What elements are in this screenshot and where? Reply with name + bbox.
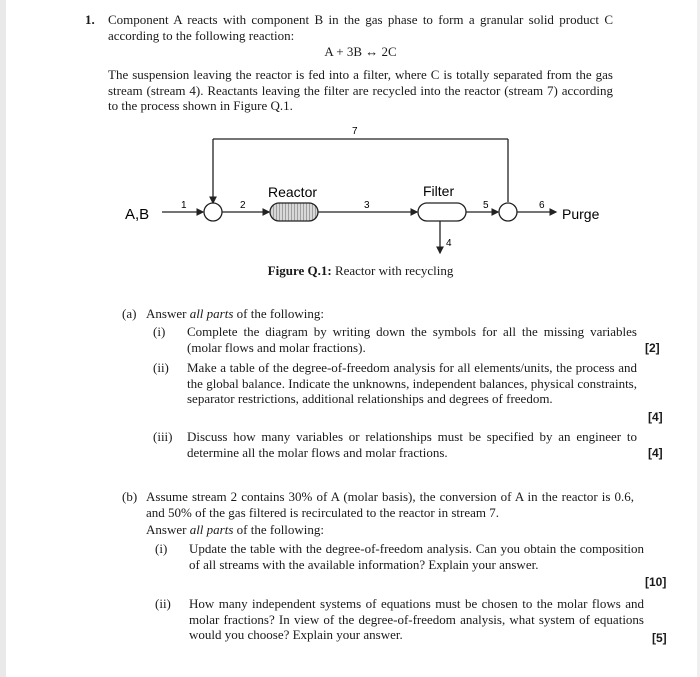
purge-label: Purge [562,206,600,222]
item-text: Complete the diagram by writing down the symbols for all the missing variables (molar flows and molar fractions). [187,324,637,355]
suspension-paragraph: The suspension leaving the reactor is fed into a filter, where C is totally separated from the gas stream (stream 4). Reactants leaving the filter are recycled into the reactor (stream 7) according to the process shown in Figure Q.1. [108,67,613,113]
question-number: 1. [85,12,95,27]
inlet-label: A,B [125,206,150,223]
part-b-item-ii-marks: [5] [652,631,667,645]
stream-2-label: 2 [240,200,246,211]
item-text: How many independent systems of equations must be chosen to the molar flows and molar fractions? In view of the degree-of-freedom analysis, what system of equations would you choose? Explain your answer. [189,596,644,642]
item-number: (ii) [155,596,171,611]
item-text: Update the table with the degree-of-freedom analysis. Can you obtain the composition of all streams with the available information? Explain your answer. [189,541,644,572]
stream-3-label: 3 [364,200,370,211]
part-b-intro: Assume stream 2 contains 30% of A (molar basis), the conversion of A in the reactor is 0.6, and 50% of the gas filtered is recirculated to the reactor in stream 7. [146,489,634,520]
filter-unit [418,203,466,221]
part-a-intro: Answer all parts of the following: [146,306,325,321]
item-text: Make a table of the degree-of-freedom analysis for all elements/units, the process and the global balance. Indicate the unknowns, independent balances, physical constraints, separator restrictions, additional relationships and degrees of freedom. [187,360,637,406]
part-a-item-iii-marks: [4] [648,446,663,460]
part-a-item-ii-marks: [4] [648,410,663,424]
stream-5-label: 5 [483,200,489,211]
stream-1-label: 1 [181,200,187,211]
item-number: (iii) [153,429,173,444]
item-number: (ii) [153,360,169,375]
mixer-node [204,203,222,221]
item-number: (i) [155,541,168,556]
part-a-label: (a) [122,306,137,321]
filter-label: Filter [423,183,455,199]
reactor-unit [270,203,318,221]
caption-label: Figure Q.1: [267,263,332,278]
figure-caption [108,263,613,279]
stream-7-label: 7 [352,126,358,137]
caption-text: Reactor with recycling [331,263,454,278]
part-b-item-i-marks: [10] [645,575,667,589]
question-intro: Component A reacts with component B in the gas phase to form a granular solid product C according to the following reaction: [108,12,613,43]
item-number: (i) [153,324,166,339]
reaction-equation: A + 3B ↔ 2C [324,44,397,59]
stream-6-label: 6 [539,200,545,211]
part-a-item-i-marks: [2] [645,341,660,355]
item-text: Discuss how many variables or relationships must be specified by an engineer to determine all the molar flows and molar fractions. [187,429,637,460]
splitter-node [499,203,517,221]
stream-4-label: 4 [446,238,452,249]
part-b-label: (b) [122,489,138,504]
part-b-answer-line: Answer all parts of the following: [146,522,325,537]
reactor-label: Reactor [268,184,318,200]
